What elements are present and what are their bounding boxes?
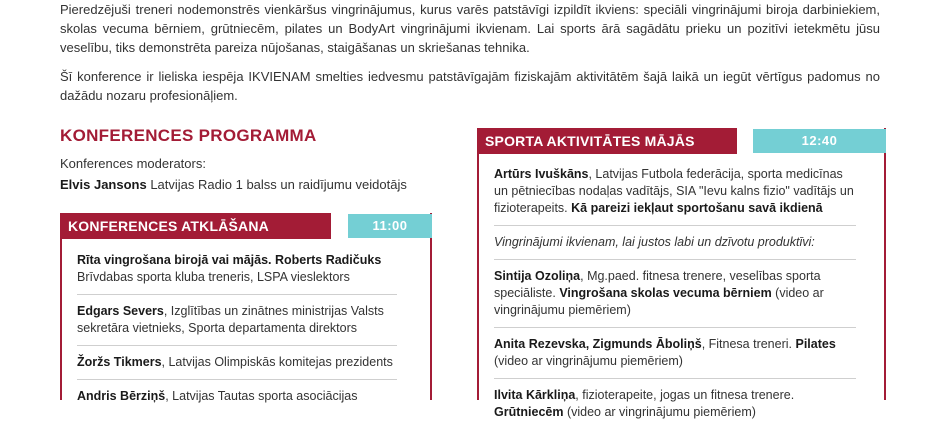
list-item [494,166,856,226]
list-item [77,303,397,346]
entry-role: , Mg.paed. fitnesa trenere, veselības sporta speciāliste. [494,269,821,300]
list-item [494,336,856,379]
entry-name: Edgars Severs [77,304,164,318]
moderators-label: Konferences moderators: [60,156,206,171]
entry-topic: Grūtniecēm [494,405,564,419]
entry-role: , Latvijas Tautas sporta asociācijas [165,389,358,403]
moderator-role: Latvijas Radio 1 balss un raidījumu veidotājs [146,177,407,192]
entry-note: (video ar vingrinājumu piemēriem) [563,405,756,419]
programma-heading: KONFERENCES PROGRAMMA [60,126,317,145]
moderator-name: Elvis Jansons [60,177,147,192]
entry-name: Sintija Ozoliņa [494,269,581,283]
list-item [77,354,397,380]
list-item [494,268,856,328]
activities-section-title: SPORTA AKTIVITĀTES MĀJĀS [477,128,737,154]
activities-time-badge: 12:40 [753,129,886,153]
opening-section-title: KONFERENCES ATKLĀŠANA [60,213,331,239]
list-item [494,234,856,260]
entry-name: Anita Rezevska, Zigmunds Āboliņš [494,337,702,351]
entry-topic: Pilates [795,337,836,351]
entry-name: Artūrs Ivuškāns [494,167,589,181]
entry-name: Ilvita Kārkliņa [494,388,576,402]
subheading: Vingrinājumi ikvienam, lai justos labi un dzīvotu produktīvi: [494,235,815,249]
intro-paragraph-2: Šī konference ir lieliska iespēja IKVIENAM smelties iedvesmu patstāvīgajām fiziskajām aktivitātēm šajā laikā un iegūt vērtīgus padomus no dažādu nozaru profesionāļiem. [60,69,880,103]
entry-role: Brīvdabas sporta kluba treneris, LSPA vieslektors [77,270,350,284]
activities-entries [494,166,856,437]
opening-time-badge: 11:00 [348,214,432,238]
list-item [77,252,397,295]
entry-topic: Kā pareizi iekļaut sportošanu savā ikdienā [571,201,823,215]
entry-name: Andris Bērziņš [77,389,166,403]
entry-note: (video ar vingrinājumu piemēriem) [494,286,824,317]
entry-role: , Izglītības un zinātnes ministrijas Valsts sekretāra vietnieks, Sporta departamenta direktors [77,304,384,335]
entry-topic: Vingrošana skolas vecuma bērniem [559,286,772,300]
entry-name: Žoržs Tikmers [77,355,162,369]
moderator-line [60,177,407,192]
entry-role: , fizioterapeite, jogas un fitnesa trenere. [575,388,795,402]
list-item [77,388,397,413]
entry-note: (video ar vingrinājumu piemēriem) [494,354,683,368]
intro-text [60,0,880,115]
entry-role: , Fitnesa treneri. [701,337,796,351]
entry-role: , Latvijas Futbola federācija, sporta medicīnas un pētniecības nodaļas vadītājs, SIA "Ievu kalns fizio" vadītājs un fizioterapeits. [494,167,854,215]
list-item [494,387,856,429]
opening-entries [77,252,397,421]
intro-paragraph-1: Pieredzējuši treneri nodemonstrēs vienkāršus vingrinājumus, kurus varēs patstāvīgi izpildīt ikviens: speciāli vingrinājumi biroja darbiniekiem, skolas vecuma bērniem, grūtniecēm, pilates un BodyArt vingrinājumi ikvienam. Lai sports ārā sagādātu prieku un pozitīvi ietekmētu jūsu veselību, tiks demonstrēta pareiza nūjošanas, staigāšanas un skriešanas tehnika. [60,2,880,55]
entry-role: , Latvijas Olimpiskās komitejas prezidents [161,355,393,369]
entry-name: Rīta vingrošana birojā vai mājās. Roberts Radičuks [77,253,382,267]
